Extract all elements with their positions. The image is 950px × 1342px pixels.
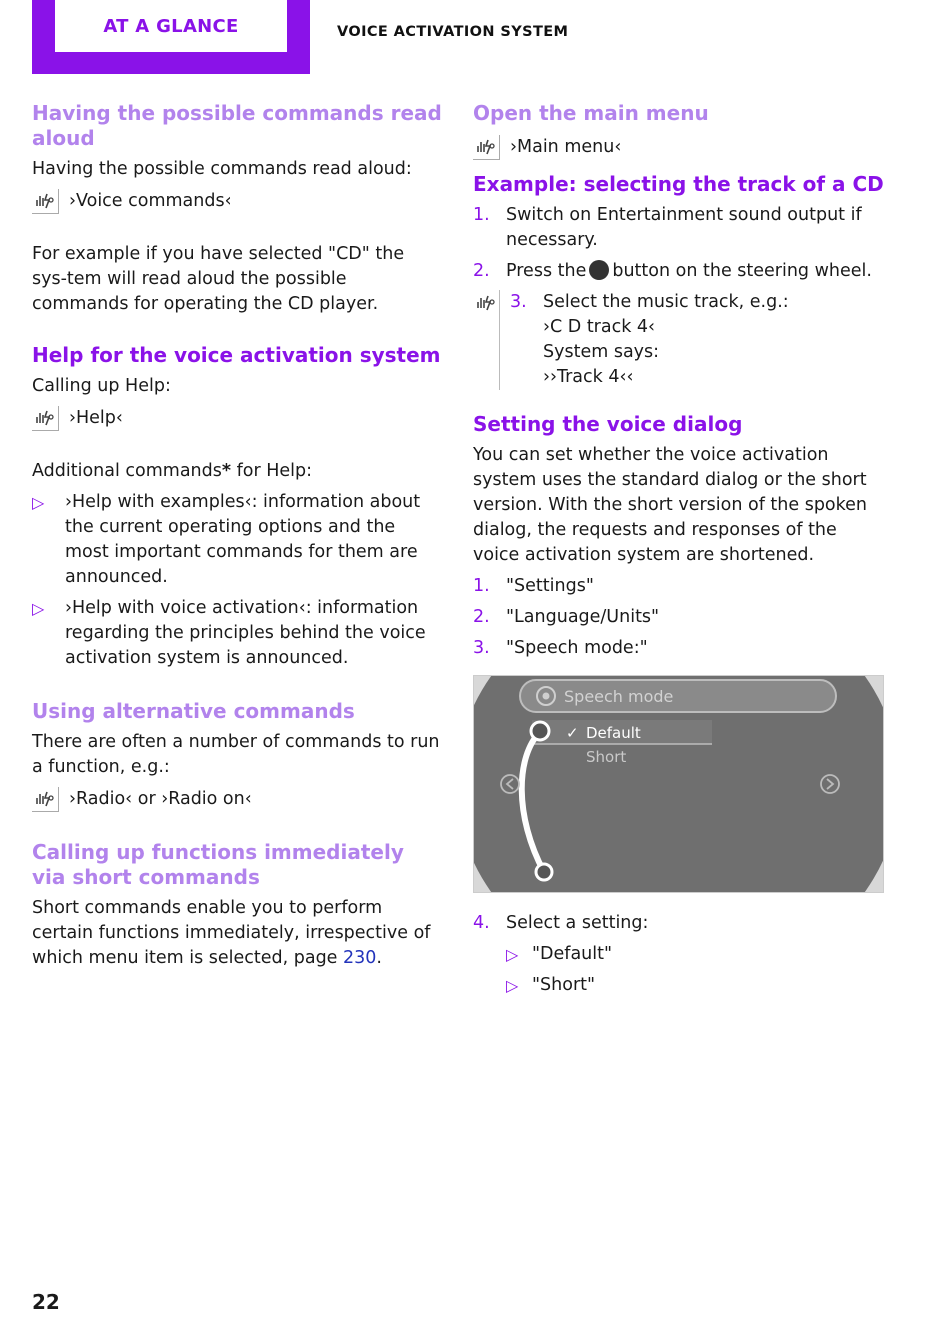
left-column (32, 101, 442, 971)
paragraph: For example if you have selected "CD" the sys-tem will read aloud the possible commands for operating the CD player. (32, 244, 405, 314)
voice-command (32, 784, 442, 814)
heading-read-aloud: Having the possible commands read aloud (32, 101, 442, 150)
paragraph: Calling up Help: (32, 376, 171, 396)
page-link[interactable]: 230 (343, 948, 377, 968)
command-text: ›Help‹ (69, 407, 123, 428)
header-tab (32, 0, 310, 74)
list-item: 4. Select a setting: (473, 913, 649, 933)
triangle-bullet-icon: ▷ (506, 976, 519, 995)
voice-command (32, 186, 442, 216)
voice-command-icon (473, 135, 500, 160)
page-number: 22 (32, 1290, 60, 1314)
check-icon: ✓ (566, 724, 579, 742)
voice-command-icon (32, 189, 59, 214)
voice-command (473, 132, 885, 162)
list-item: 2. Press the button on the steering wheel. (473, 261, 872, 281)
bullet-list (506, 942, 885, 998)
steering-wheel-voice-button-icon (589, 260, 609, 280)
section-title: VOICE ACTIVATION SYSTEM (337, 24, 569, 40)
option-default: Default (586, 724, 641, 742)
list-item: ▷ "Short" (506, 973, 885, 998)
tab-label: AT A GLANCE (55, 0, 287, 52)
voice-command-icon (475, 294, 497, 320)
paragraph: There are often a number of commands to run a function, e.g.: (32, 732, 440, 777)
heading-cd-example: Example: selecting the track of a CD (473, 172, 884, 196)
right-column (473, 101, 885, 1004)
voice-step: 3. Select the music track, e.g.: ›C D track 4‹ System says: ››Track 4‹‹ (473, 290, 885, 390)
list-item: ▷ ›Help with examples‹: information about the current operating options and the most important commands for them are announced. (32, 490, 442, 590)
command-text: ›Main menu‹ (510, 136, 622, 157)
heading-short-commands: Calling up functions immediately via short commands (32, 840, 404, 889)
paragraph: Additional commands* for Help: (32, 461, 313, 481)
heading-alternative: Using alternative commands (32, 699, 355, 723)
list-item: ▷ ›Help with voice activation‹: information regarding the principles behind the voice activation system is announced. (32, 596, 442, 671)
paragraph: Short commands enable you to perform certain functions immediately, irrespective of which menu item is selected, page 230. (32, 898, 431, 968)
list-item: 3. "Speech mode:" (473, 638, 648, 658)
list-item: 1. "Settings" (473, 576, 594, 596)
triangle-bullet-icon: ▷ (32, 599, 45, 618)
heading-main-menu: Open the main menu (473, 101, 709, 125)
list-item: 2. "Language/Units" (473, 607, 660, 627)
list-item: ▷ "Default" (506, 942, 885, 967)
command-text: ›Voice commands‹ (69, 190, 232, 211)
voice-command (32, 403, 442, 433)
bullet-list (32, 490, 442, 671)
heading-voice-dialog: Setting the voice dialog (473, 412, 743, 436)
triangle-bullet-icon: ▷ (32, 493, 45, 512)
option-short: Short (586, 748, 627, 766)
paragraph: Having the possible commands read aloud: (32, 159, 412, 179)
paragraph: You can set whether the voice activation system uses the standard dialog or the short version. With the short version of the spoken dialog, the requests and responses of the voice activation system are shortened. (473, 445, 868, 565)
screen-menu-title: Speech mode (564, 687, 674, 706)
voice-command-icon (32, 406, 59, 431)
list-item: 1. Switch on Entertainment sound output if necessary. (473, 205, 862, 250)
triangle-bullet-icon: ▷ (506, 945, 519, 964)
speech-mode-screen (473, 675, 884, 893)
command-text: ›Radio‹ or ›Radio on‹ (69, 788, 252, 809)
heading-help: Help for the voice activation system (32, 343, 441, 367)
voice-command-icon (32, 787, 59, 812)
